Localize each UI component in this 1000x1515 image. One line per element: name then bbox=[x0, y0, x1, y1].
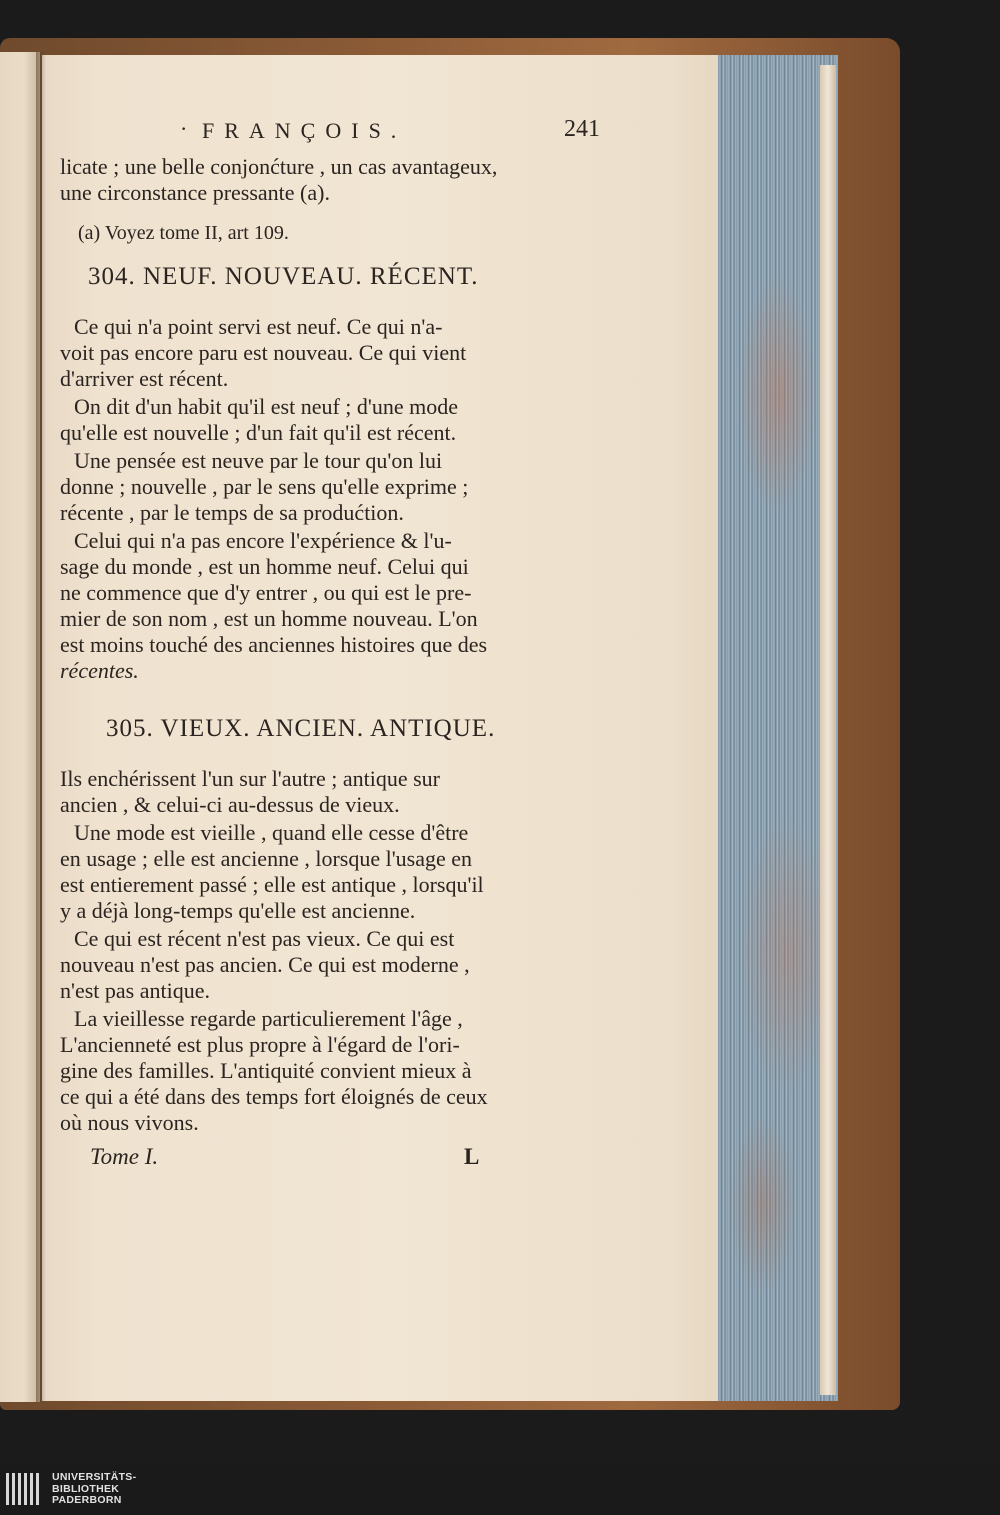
page-number: 241 bbox=[564, 116, 600, 142]
text-line: Ce qui est récent n'est pas vieux. Ce qui est bbox=[74, 926, 455, 951]
library-logo-text bbox=[52, 1472, 136, 1507]
text-line: sage du monde , est un homme neuf. Celui qui bbox=[60, 554, 469, 579]
text-line: y a déjà long-temps qu'elle est ancienne. bbox=[60, 898, 416, 923]
text-line: une circonstance pressante (a). bbox=[60, 180, 330, 205]
running-head-title: FRANÇOIS. bbox=[202, 118, 407, 143]
text-line: gine des familles. L'antiquité convient mieux à bbox=[60, 1058, 472, 1083]
text-line: L'ancienneté est plus propre à l'égard de l'ori- bbox=[60, 1032, 460, 1057]
signature-mark: L bbox=[464, 1144, 480, 1169]
text-line: ne commence que d'y entrer , ou qui est le pre- bbox=[60, 580, 472, 605]
text-line: qu'elle est nouvelle ; d'un fait qu'il est récent. bbox=[60, 420, 457, 445]
logo-line: PADERBORN bbox=[52, 1494, 122, 1506]
text-line: est moins touché des anciennes histoires que des bbox=[60, 632, 488, 657]
running-head-dot: · bbox=[180, 116, 188, 141]
volume-catchword: Tome I. bbox=[90, 1144, 159, 1169]
library-footer bbox=[0, 1465, 1000, 1515]
text-line: récentes. bbox=[60, 658, 139, 683]
text-line: ancien , & celui-ci au-dessus de vieux. bbox=[60, 792, 400, 817]
text-line: récente , par le temps de sa produćtion. bbox=[60, 500, 404, 525]
text-line: Ils enchérissent l'un sur l'autre ; antique sur bbox=[60, 766, 440, 791]
text-line: nouveau n'est pas ancien. Ce qui est moderne , bbox=[60, 952, 470, 977]
text-line: ce qui a été dans des temps fort éloignés de ceux bbox=[60, 1084, 488, 1109]
text-line: Celui qui n'a pas encore l'expérience & l'u- bbox=[74, 528, 452, 553]
footnote: (a) Voyez tome II, art 109. bbox=[78, 222, 289, 244]
logo-line: BIBLIOTHEK bbox=[52, 1482, 120, 1495]
text-line: en usage ; elle est ancienne , lorsque l'usage en bbox=[60, 846, 473, 871]
text-line: est entierement passé ; elle est antique , lorsqu'il bbox=[60, 872, 484, 897]
text-line: licate ; une belle conjonćture , un cas avantageux, bbox=[60, 154, 498, 179]
library-logo-icon bbox=[6, 1473, 44, 1505]
text-line: voit pas encore paru est nouveau. Ce qui vient bbox=[60, 340, 467, 365]
gutter-shadow bbox=[36, 52, 46, 1402]
facing-page-edge bbox=[0, 52, 40, 1402]
text-line: Une pensée est neuve par le tour qu'on lui bbox=[74, 448, 443, 473]
text-line: n'est pas antique. bbox=[60, 978, 210, 1003]
article-heading-304: 304. NEUF. NOUVEAU. RÉCENT. bbox=[88, 263, 479, 290]
article-heading-305: 305. VIEUX. ANCIEN. ANTIQUE. bbox=[106, 715, 496, 742]
page-edge-light bbox=[820, 65, 836, 1395]
logo-line: UNIVERSITÄTS- bbox=[52, 1471, 137, 1483]
text-line: donne ; nouvelle , par le sens qu'elle exprime ; bbox=[60, 474, 469, 499]
text-line: où nous vivons. bbox=[60, 1110, 199, 1135]
text-line: mier de son nom , est un homme nouveau. L'on bbox=[60, 606, 478, 631]
text-line: La vieillesse regarde particulierement l'âge , bbox=[74, 1006, 463, 1031]
running-head bbox=[180, 118, 600, 146]
text-line: Ce qui n'a point servi est neuf. Ce qui n'a- bbox=[74, 314, 443, 339]
text-line: Une mode est vieille , quand elle cesse d'être bbox=[74, 820, 469, 845]
text-line: On dit d'un habit qu'il est neuf ; d'une mode bbox=[74, 394, 459, 419]
text-line: d'arriver est récent. bbox=[60, 366, 229, 391]
